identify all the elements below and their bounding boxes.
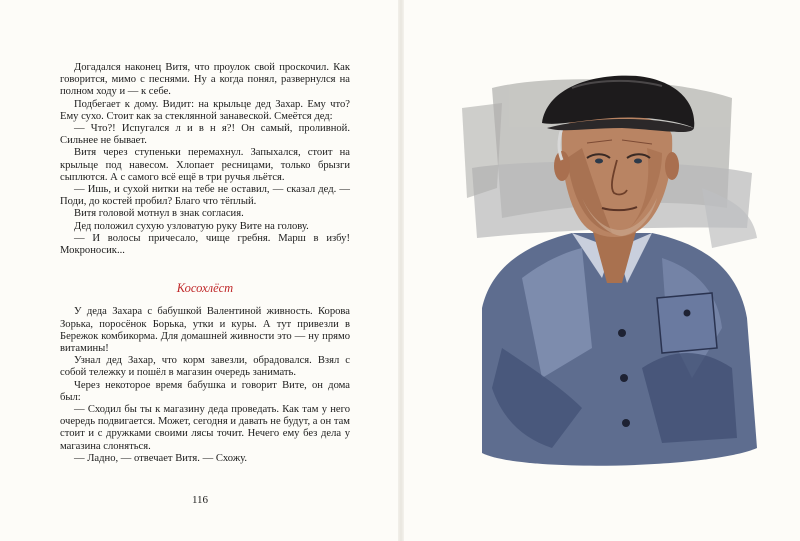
story-paragraphs [60,62,350,257]
story-paragraph: Дед положил сухую узловатую руку Вите на голову. [74,220,309,232]
story-paragraph: — Ладно, — отвечает Витя. — Схожу. [74,452,248,464]
story-paragraph: У деда Захара с бабушкой Валентиной живность. Корова Зорька, поросёнок Борька, утки и куры. А тут привезли в Бережок комбикорма. Для домашней живности это — ну прямо витамины! [60,306,350,355]
story-paragraph: Через некоторое время бабушка и говорит Вите, он дома был: [60,379,350,403]
story-paragraph: — Что?! Испугался л и в н я?! Он самый, проливной. Сильнее не бывает. [60,123,350,147]
story-paragraph: Подбегает к дому. Видит: на крыльце дед Захар. Ему что? Ему сухо. Стоит как за стеклянной занавеской. Смеётся дед: [60,98,350,122]
story-paragraph: Догадался наконец Витя, что проулок свой проскочил. Как говорится, мимо с песнями. Ну а когда понял, развернулся на полном ходу и — к себе. [60,62,350,98]
portrait-illustration [462,48,762,478]
story-paragraph: Узнал дед Захар, что корм завезли, обрадовался. Взял с собой тележку и пошёл в магазин очередь занимать. [60,355,350,379]
page-number: 116 [191,494,209,506]
jacket [482,228,757,466]
left-page-text [60,62,350,465]
story-paragraph: — Сходил бы ты к магазину деда проведать. Как там у него очередь подвигается. Может, сегодня и давать не будут, а он там стоит и с дружками своими лясы точит. Нечего ему без дела у магазина слоняться. [60,404,350,452]
story-paragraph: — Ишь, и сухой нитки на тебе не оставил, — сказал дед. — Поди, до костей пробил? Благо что тёплый. [60,184,350,208]
story-paragraphs-continued [60,306,350,465]
story-paragraph: Витя через ступеньки перемахнул. Запыхался, стоит на крыльце под навесом. Хлопает ресницами, только брызги сыплются. А с самого всё ещё в три ручья льётся. [60,147,350,183]
right-page [404,0,800,541]
story-paragraph: — И волосы причесало, чище гребня. Марш в избу! Мокроносик... [60,232,350,257]
story-paragraph: Витя головой мотнул в знак согласия. [74,208,244,220]
section-title: Косохлёст [176,281,234,296]
